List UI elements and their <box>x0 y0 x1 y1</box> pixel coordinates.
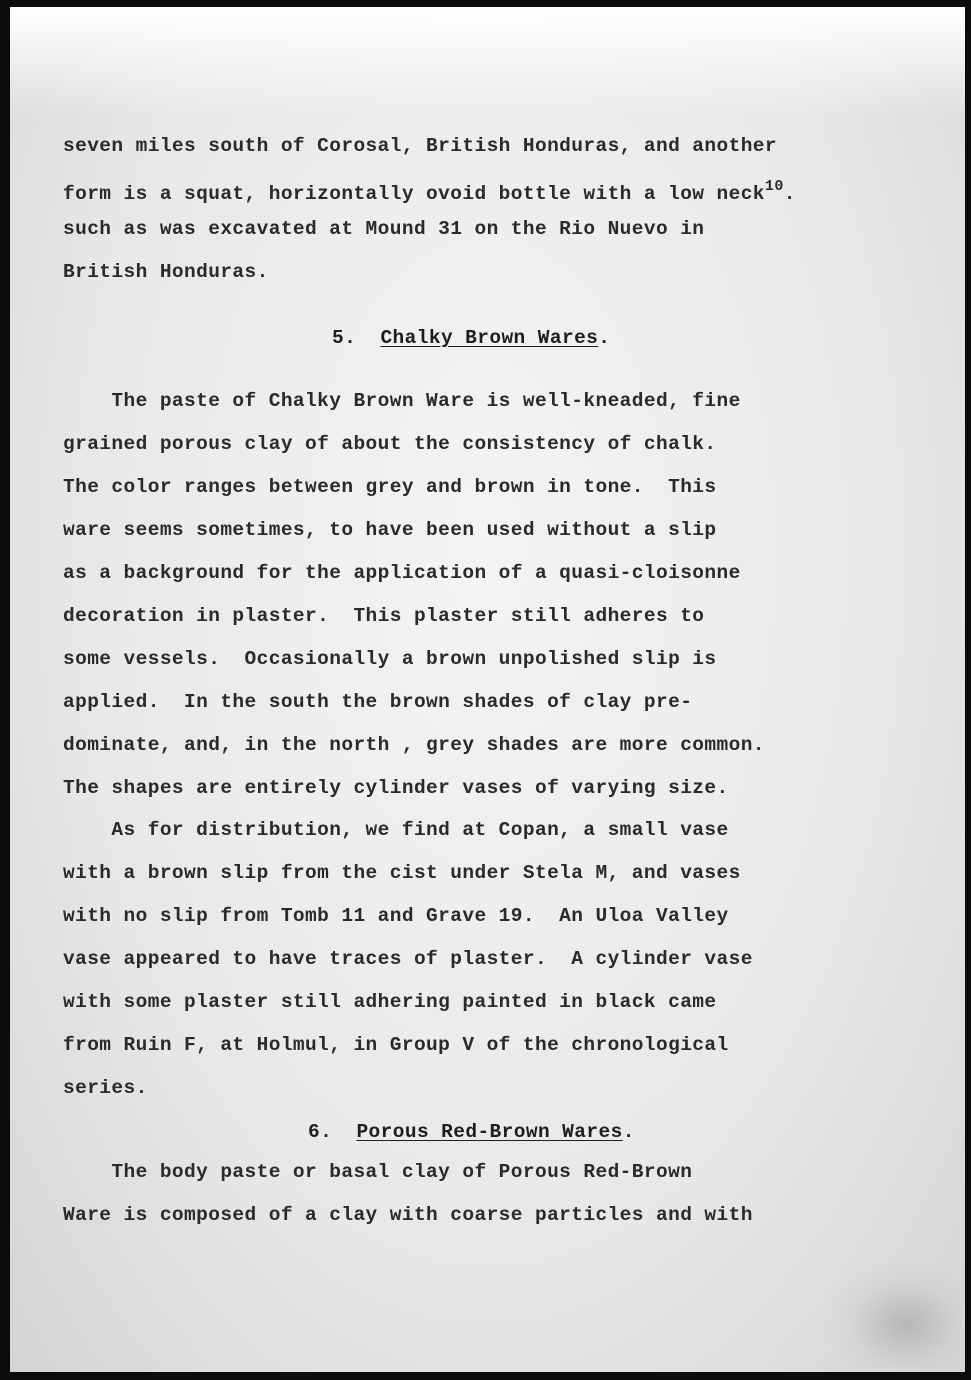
section-title: Chalky Brown Wares <box>380 327 599 349</box>
text-line: The paste of Chalky Brown Ware is well-kneaded, fine <box>63 390 741 412</box>
footnote-tail: . <box>783 183 796 205</box>
text-line: vase appeared to have traces of plaster. A cylinder vase <box>63 948 753 970</box>
section-5-heading <box>332 327 610 349</box>
section-number: 5. <box>332 327 357 349</box>
text-line: with some plaster still adhering painted in black came <box>63 991 717 1013</box>
section-number: 6. <box>308 1121 333 1143</box>
text-line: with no slip from Tomb 11 and Grave 19. An Uloa Valley <box>63 905 729 927</box>
text-line: with a brown slip from the cist under Stela M, and vases <box>63 862 741 884</box>
page-smudge <box>821 1258 961 1368</box>
text-line: ware seems sometimes, to have been used without a slip <box>63 519 717 541</box>
text-line: grained porous clay of about the consistency of chalk. <box>63 433 717 455</box>
text-line: The body paste or basal clay of Porous Red-Brown <box>63 1161 693 1183</box>
text-line: as a background for the application of a quasi-cloisonne <box>63 562 741 584</box>
footnote-reference: 10 <box>764 178 784 195</box>
document-page <box>10 7 965 1372</box>
section-period: . <box>598 327 611 349</box>
text-line: some vessels. Occasionally a brown unpolished slip is <box>63 648 717 670</box>
section-6-heading <box>308 1121 635 1143</box>
text-line: form is a squat, horizontally ovoid bottle with a low neck <box>63 183 765 205</box>
text-line: As for distribution, we find at Copan, a small vase <box>63 819 729 841</box>
text-line: such as was excavated at Mound 31 on the Rio Nuevo in <box>63 218 705 240</box>
text-line: The shapes are entirely cylinder vases of varying size. <box>63 777 729 799</box>
text-line: dominate, and, in the north , grey shades are more common. <box>63 734 765 756</box>
text-line-with-footnote <box>63 179 796 205</box>
text-line: decoration in plaster. This plaster still adheres to <box>63 605 705 627</box>
text-line: from Ruin F, at Holmul, in Group V of the chronological <box>63 1034 729 1056</box>
text-line: British Honduras. <box>63 261 269 283</box>
page-top-fade <box>10 7 965 117</box>
section-period: . <box>622 1121 635 1143</box>
section-title: Porous Red-Brown Wares <box>356 1121 623 1143</box>
text-line: The color ranges between grey and brown in tone. This <box>63 476 717 498</box>
text-line: applied. In the south the brown shades of clay pre- <box>63 691 693 713</box>
text-line: series. <box>63 1077 148 1099</box>
text-line: seven miles south of Corosal, British Honduras, and another <box>63 135 778 157</box>
text-line: Ware is composed of a clay with coarse particles and with <box>63 1204 753 1226</box>
